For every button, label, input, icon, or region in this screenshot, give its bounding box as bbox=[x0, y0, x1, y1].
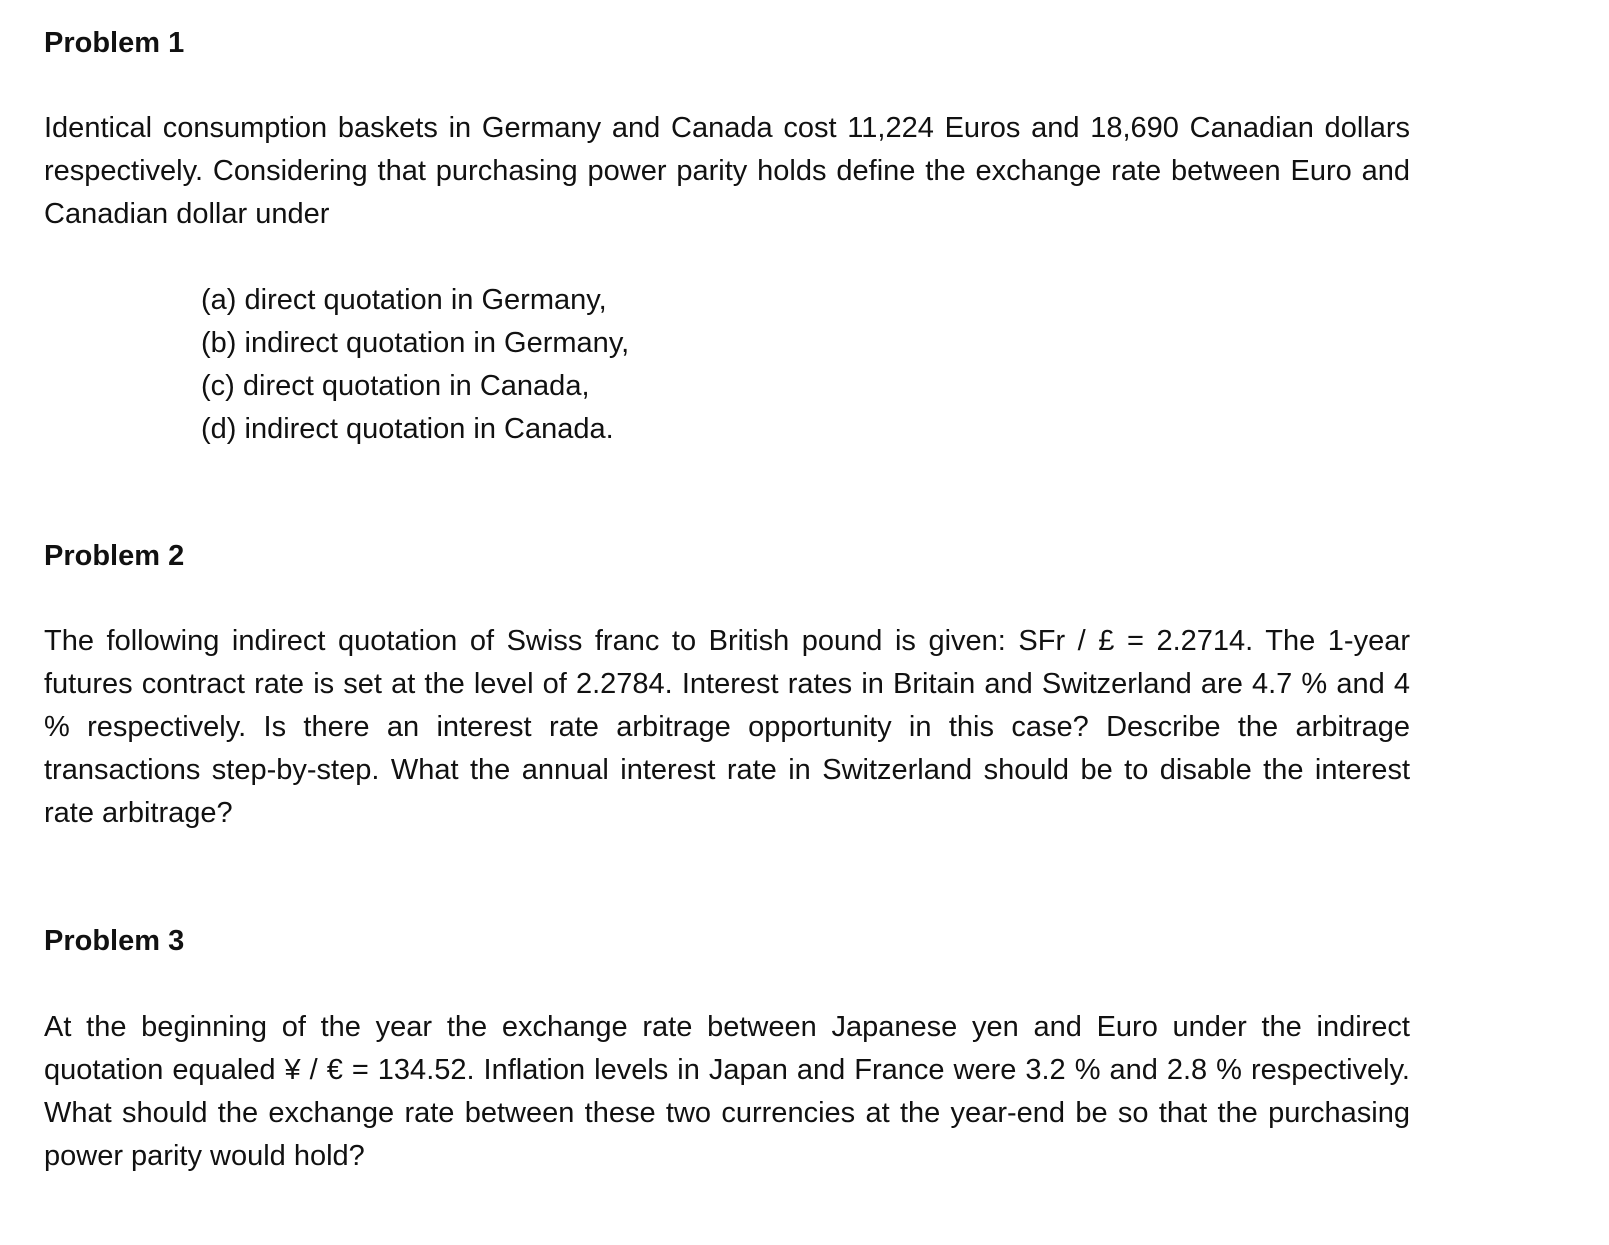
option-c: (c) direct quotation in Canada, bbox=[201, 370, 590, 402]
problem-2-title: Problem 2 bbox=[44, 540, 185, 572]
problem-1-title: Problem 1 bbox=[44, 27, 185, 59]
problem-3-title: Problem 3 bbox=[44, 925, 185, 957]
option-d: (d) indirect quotation in Canada. bbox=[201, 413, 614, 445]
option-a: (a) direct quotation in Germany, bbox=[201, 284, 607, 316]
problem-3-text: At the beginning of the year the exchange rate between Japanese yen and Euro under the indirect quotation equaled ¥ / € = 134.52. Inflation levels in Japan and France were 3.2 % and 2.8 % respectively. What should the exchange rate between these two currencies at the year-end be so that the purchasing power parity would hold? bbox=[44, 1011, 1410, 1172]
problem-2-text: The following indirect quotation of Swiss franc to British pound is given: SFr / £ = 2.2714. The 1-year futures contract rate is set at the level of 2.2784. Interest rates in Britain and Switzerland are 4.7 % and 4 % respectively. Is there an interest rate arbitrage opportunity in this case? Describe the arbitrage transactions step-by-step. What the annual interest rate in Switzerland should be to disable the interest rate arbitrage? bbox=[44, 625, 1410, 829]
problem-1-options bbox=[201, 279, 629, 451]
problem-1-text: Identical consumption baskets in Germany and Canada cost 11,224 Euros and 18,690 Canadian dollars respectively. Considering that purchasing power parity holds define the exchange rate between Euro and Canadian dollar under bbox=[44, 112, 1410, 230]
option-b: (b) indirect quotation in Germany, bbox=[201, 327, 630, 359]
